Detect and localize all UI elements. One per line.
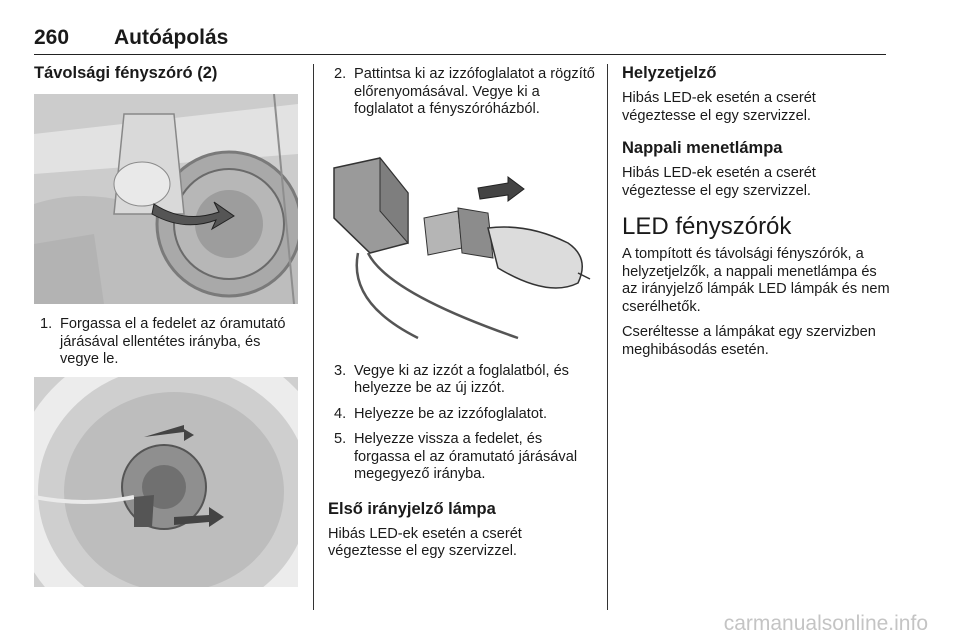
section-title-position-light: Helyzetjelző: [622, 64, 717, 82]
step-1: [34, 316, 300, 369]
step-number: 1.: [40, 316, 53, 332]
headlamp-cover-illustration: [34, 94, 298, 304]
led-headlamps-text-2: Cseréltesse a lámpákat egy szervizben meghibásodás esetén.: [622, 324, 876, 358]
step-4: [328, 406, 596, 424]
step-number: 3.: [334, 362, 347, 379]
section-title-daytime-running-light: Nappali menetlámpa: [622, 139, 783, 157]
section-title-high-beam: Távolsági fényszóró (2): [34, 64, 218, 82]
page-number: 260: [34, 26, 70, 49]
daytime-running-light-text: Hibás LED-ek esetén a cserét végeztesse el egy szervizzel.: [622, 165, 816, 199]
step-3: [328, 363, 596, 398]
step-text: Pattintsa ki az izzófoglalatot a rögzítő előrenyomásával. Vegye ki a foglalatot a fényszóróházból.: [354, 66, 595, 117]
column-divider: [313, 64, 314, 610]
column-3: [622, 62, 892, 371]
chapter-title: Autóápolás: [114, 26, 229, 49]
step-2: [328, 66, 596, 119]
led-headlamps-text-1: A tompított és távolsági fényszórók, a helyzetjelzők, a nappali menetlámpa és az irányjelző lámpák LED lámpák és nem cserélhetők.: [622, 246, 890, 315]
step-number: 5.: [334, 431, 347, 447]
column-2: [328, 62, 596, 573]
page-header: [34, 22, 886, 55]
step-text: Forgassa el a fedelet az óramutató járásával ellentétes irányba, és vegye le.: [60, 316, 286, 367]
step-5: [328, 431, 596, 484]
bulb-removal-illustration: [328, 133, 592, 343]
front-indicator-text: Hibás LED-ek esetén a cserét végeztesse el egy szervizzel.: [328, 525, 522, 559]
step-text: Vegye ki az izzót a foglalatból, és helyezze be az új izzót.: [354, 362, 569, 396]
step-text: Helyezze vissza a fedelet, és forgassa el az óramutató járásával megegyező irányba.: [354, 431, 578, 482]
section-title-led-headlamps: LED fényszórók: [622, 213, 792, 240]
section-title-front-indicator: Első irányjelző lámpa: [328, 499, 496, 518]
column-divider: [607, 64, 608, 610]
watermark: carmanualsonline.info: [723, 612, 928, 635]
bulb-socket-rotate-illustration: [34, 377, 298, 587]
step-number: 4.: [334, 405, 347, 422]
step-text: Helyezze be az izzófoglalatot.: [354, 405, 548, 422]
step-number: 2.: [334, 66, 347, 82]
column-1: [34, 62, 300, 587]
position-light-text: Hibás LED-ek esetén a cserét végeztesse el egy szervizzel.: [622, 90, 816, 124]
